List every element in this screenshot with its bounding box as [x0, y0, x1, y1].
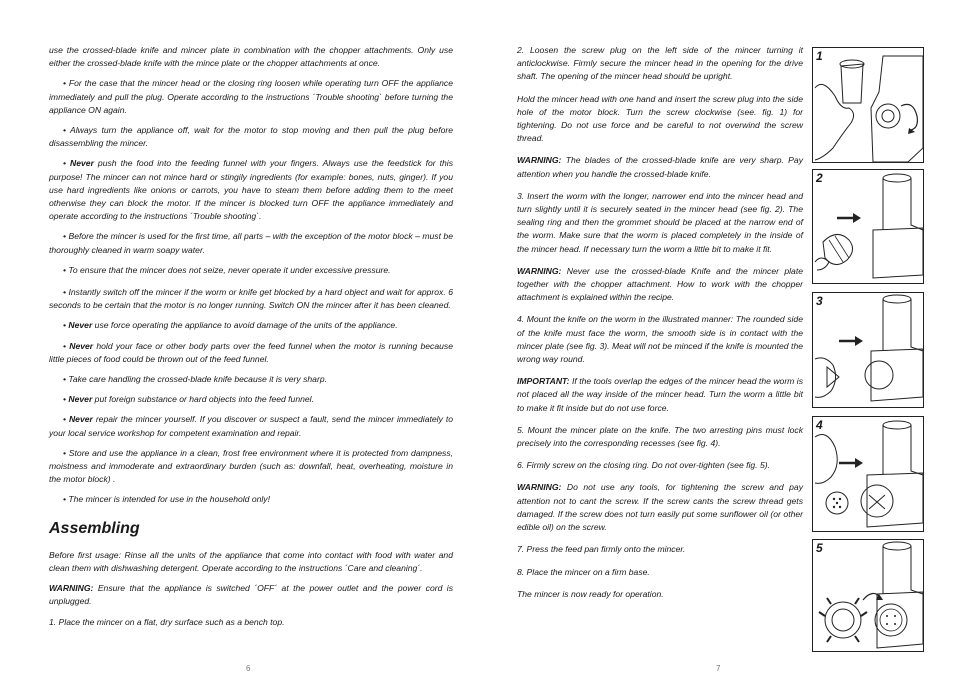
bullet-never-foreign: • Never put foreign substance or hard objects into the feed funnel. [63, 394, 314, 405]
right-page [477, 0, 954, 682]
step-3: 3. Insert the worm with the longer, narrower end into the mincer head and turn slightly until it is securely seated in the mincer head (see fig. 2). The sealing ring and then the grommet should be placed at the narrow end of the worm. Make sure that the worm is placed completely in the inside of the mincer head. If necessary turn the worm a little bit to make it fit. [517, 190, 803, 254]
warning-chopper [517, 265, 803, 305]
warning-label: WARNING: [517, 482, 562, 493]
figure-number: 3 [816, 294, 823, 308]
bullet-store: • Store and use the appliance in a clean, frost free environment where it is protected from dampness, moistness and immoderate and extraordinary burden (such as: downfall, heat, overheating, moisture in the motor block) . [49, 447, 453, 485]
figure-number: 2 [816, 171, 823, 185]
figure-number: 5 [816, 541, 823, 555]
never-text: use force operating the appliance to avoid damage of the units of the appliance. [92, 320, 398, 331]
mincer-screw-plug-illustration [813, 48, 923, 162]
warning-text: The blades of the crossed-blade knife are very sharp. Pay attention when you handle the crossed-blade knife. [517, 155, 803, 179]
never-text: hold your face or other body parts over the feed funnel when the motor is running because little pieces of food could be thrown out of the feed funnel. [49, 340, 453, 364]
never-label: Never [68, 320, 93, 331]
bullet-switch-off: • Instantly switch off the mincer if the worm or knife get blocked by a hard object and wait for approx. 6 seconds to be certain that the motor is no longer running. Switch ON the mincer after it has been cleaned. [49, 287, 453, 311]
warning-label: WARNING: [517, 265, 562, 276]
bullet-never-push: • Never push the food into the feeding funnel with your fingers. Always use the feedstick for this purpose! The mincer can not mince hard or stingily ingredients (for example: bones, nuts, ginger). If you use hard ingredients like onions or carrots, you have to steam them before adding them to the meet otherwise they can block the motor. If the mincer is blocked turn OFF the appliance immediately and operate according to the instructions ´Trouble shooting`. [49, 158, 453, 222]
step-2: 2. Loosen the screw plug on the left side of the mincer turning it anticlockwise. Firmly secure the mincer head in the opening for the drive shaft. The opening of the mincer head should be upright. [517, 45, 803, 82]
bullet-turn-off: • Always turn the appliance off, wait for the motor to stop moving and then pull the plug before disassembling the mincer. [49, 125, 453, 149]
never-label: Never [69, 340, 94, 351]
never-label: Never [68, 394, 93, 405]
step-5: 5. Mount the mincer plate on the knife. The two arresting pins must lock precisely into the corresponding recesses (see fig. 4). [517, 424, 803, 449]
step-8: 8. Place the mincer on a firm base. [517, 566, 650, 577]
warning-label: WARNING: [517, 155, 562, 166]
never-label: Never [70, 158, 94, 169]
right-text-column [517, 44, 803, 610]
bullet-never-repair: • Never repair the mincer yourself. If you discover or suspect a fault, send the mincer immediately to your local service workshop for competent examination and repair. [49, 414, 453, 438]
figure-1 [812, 47, 924, 163]
mincer-plate-illustration [813, 417, 923, 531]
figure-number: 1 [816, 49, 823, 63]
step-2-continued: Hold the mincer head with one hand and insert the screw plug into the side hole of the motor block. Turn the screw clockwise (see. fig. 1) for tightening. Do not use force and be careful to not overwind the screw thread. [517, 93, 803, 144]
figure-3 [812, 292, 924, 408]
bullet-loosen: • For the case that the mincer head or the closing ring loosen while operating turn OFF the appliance immediately and pull the plug. Operate according to the instructions ´Trouble shooting` before turning the appliance ON again. [49, 78, 453, 115]
never-label: Never [68, 414, 93, 425]
warning-text: Never use the crossed-blade Knife and the mincer plate together with the chopper attachment. How to work with the chopper attachment is explained within the recipe. [517, 265, 803, 303]
bullet-care: • Take care handling the crossed-blade knife because it is very sharp. [63, 374, 327, 385]
mincer-worm-illustration [813, 170, 923, 283]
left-text-column [49, 44, 453, 638]
page-number: 7 [716, 664, 721, 673]
bullet-pressure: • To ensure that the mincer does not seize, never operate it under excessive pressure. [63, 264, 391, 275]
figure-2 [812, 169, 924, 284]
step-1: 1. Place the mincer on a flat, dry surface such as a bench top. [49, 616, 285, 627]
figure-5 [812, 539, 924, 652]
mincer-knife-illustration [813, 293, 923, 407]
warning-tools [517, 481, 803, 534]
never-text: push the food into the feeding funnel with your fingers. Always use the feedstick for this purpose! The mincer can not mince hard or stingily ingredients (for example: bones, nuts, ginger). If you use hard ingredients like onions or carrots, you have to steam them before adding them to the meet otherwise they can block the motor. If the mincer is blocked turn OFF the appliance immediately and operate according to the instructions ´Trouble shooting`. [49, 158, 453, 222]
section-heading-assembling: Assembling [49, 519, 140, 537]
warning-text: Do not use any tools, for tightening the screw and pay attention not to cant the screw. If the screw cants the screw thread gets damaged. If the screw does not turn easily put some sunflower oil (or other edible oil) on the screw. [517, 482, 803, 533]
never-text: put foreign substance or hard objects into the feed funnel. [92, 394, 314, 405]
bullet-never-force: • Never use force operating the appliance to avoid damage of the units of the appliance. [63, 320, 398, 331]
page-number: 6 [246, 664, 251, 673]
paragraph-warning-unplug [49, 582, 453, 608]
paragraph-before-first-use: Before first usage: Rinse all the units of the appliance that come into contact with food with water and clean them with dishwashing detergent. Operate according to the instructions ´Care and cleaning´. [49, 549, 453, 573]
warning-label: WARNING: [49, 583, 94, 594]
warning-text: Ensure that the appliance is switched ´OFF´ at the power outlet and the power cord is unplugged. [49, 583, 453, 607]
mincer-closing-ring-illustration [813, 540, 923, 651]
never-text: repair the mincer yourself. If you discover or suspect a fault, send the mincer immediately to your local service workshop for competent examination and repair. [49, 414, 453, 438]
step-6: 6. Firmly screw on the closing ring. Do not over-tighten (see fig. 5). [517, 460, 770, 471]
figure-number: 4 [816, 418, 823, 432]
step-7: 7. Press the feed pan firmly onto the mincer. [517, 544, 686, 555]
important-text: If the tools overlap the edges of the mincer head the worm is not placed all the way inside of the mincer head. Turn the worm a little bit to make it fit inside but do not use force. [517, 376, 803, 413]
important-label: IMPORTANT: [517, 376, 570, 387]
bullet-never-face: • Never hold your face or other body parts over the feed funnel when the motor is running because little pieces of food could be thrown out of the feed funnel. [49, 340, 453, 364]
bullet-household: • The mincer is intended for use in the household only! [63, 494, 270, 505]
figure-4 [812, 416, 924, 532]
step-4: 4. Mount the knife on the worm in the illustrated manner: The rounded side of the knife must face the worm, the smooth side is in contact with the mincer plate (see fig. 3). Meat will not be minced if the knife is mounted the wrong way round. [517, 314, 803, 365]
bullet-first-use: • Before the mincer is used for the first time, all parts – with the exception of the motor block – must be thoroughly cleaned in warm soapy water. [49, 231, 453, 255]
warning-blades [517, 154, 803, 180]
paragraph-intro: use the crossed-blade knife and mincer plate in combination with the chopper attachments. Only use either the crossed-blade knife with the mince plate or the chopper attachments at once. [49, 45, 453, 69]
important-note [517, 375, 803, 415]
ready-note: The mincer is now ready for operation. [517, 588, 664, 599]
